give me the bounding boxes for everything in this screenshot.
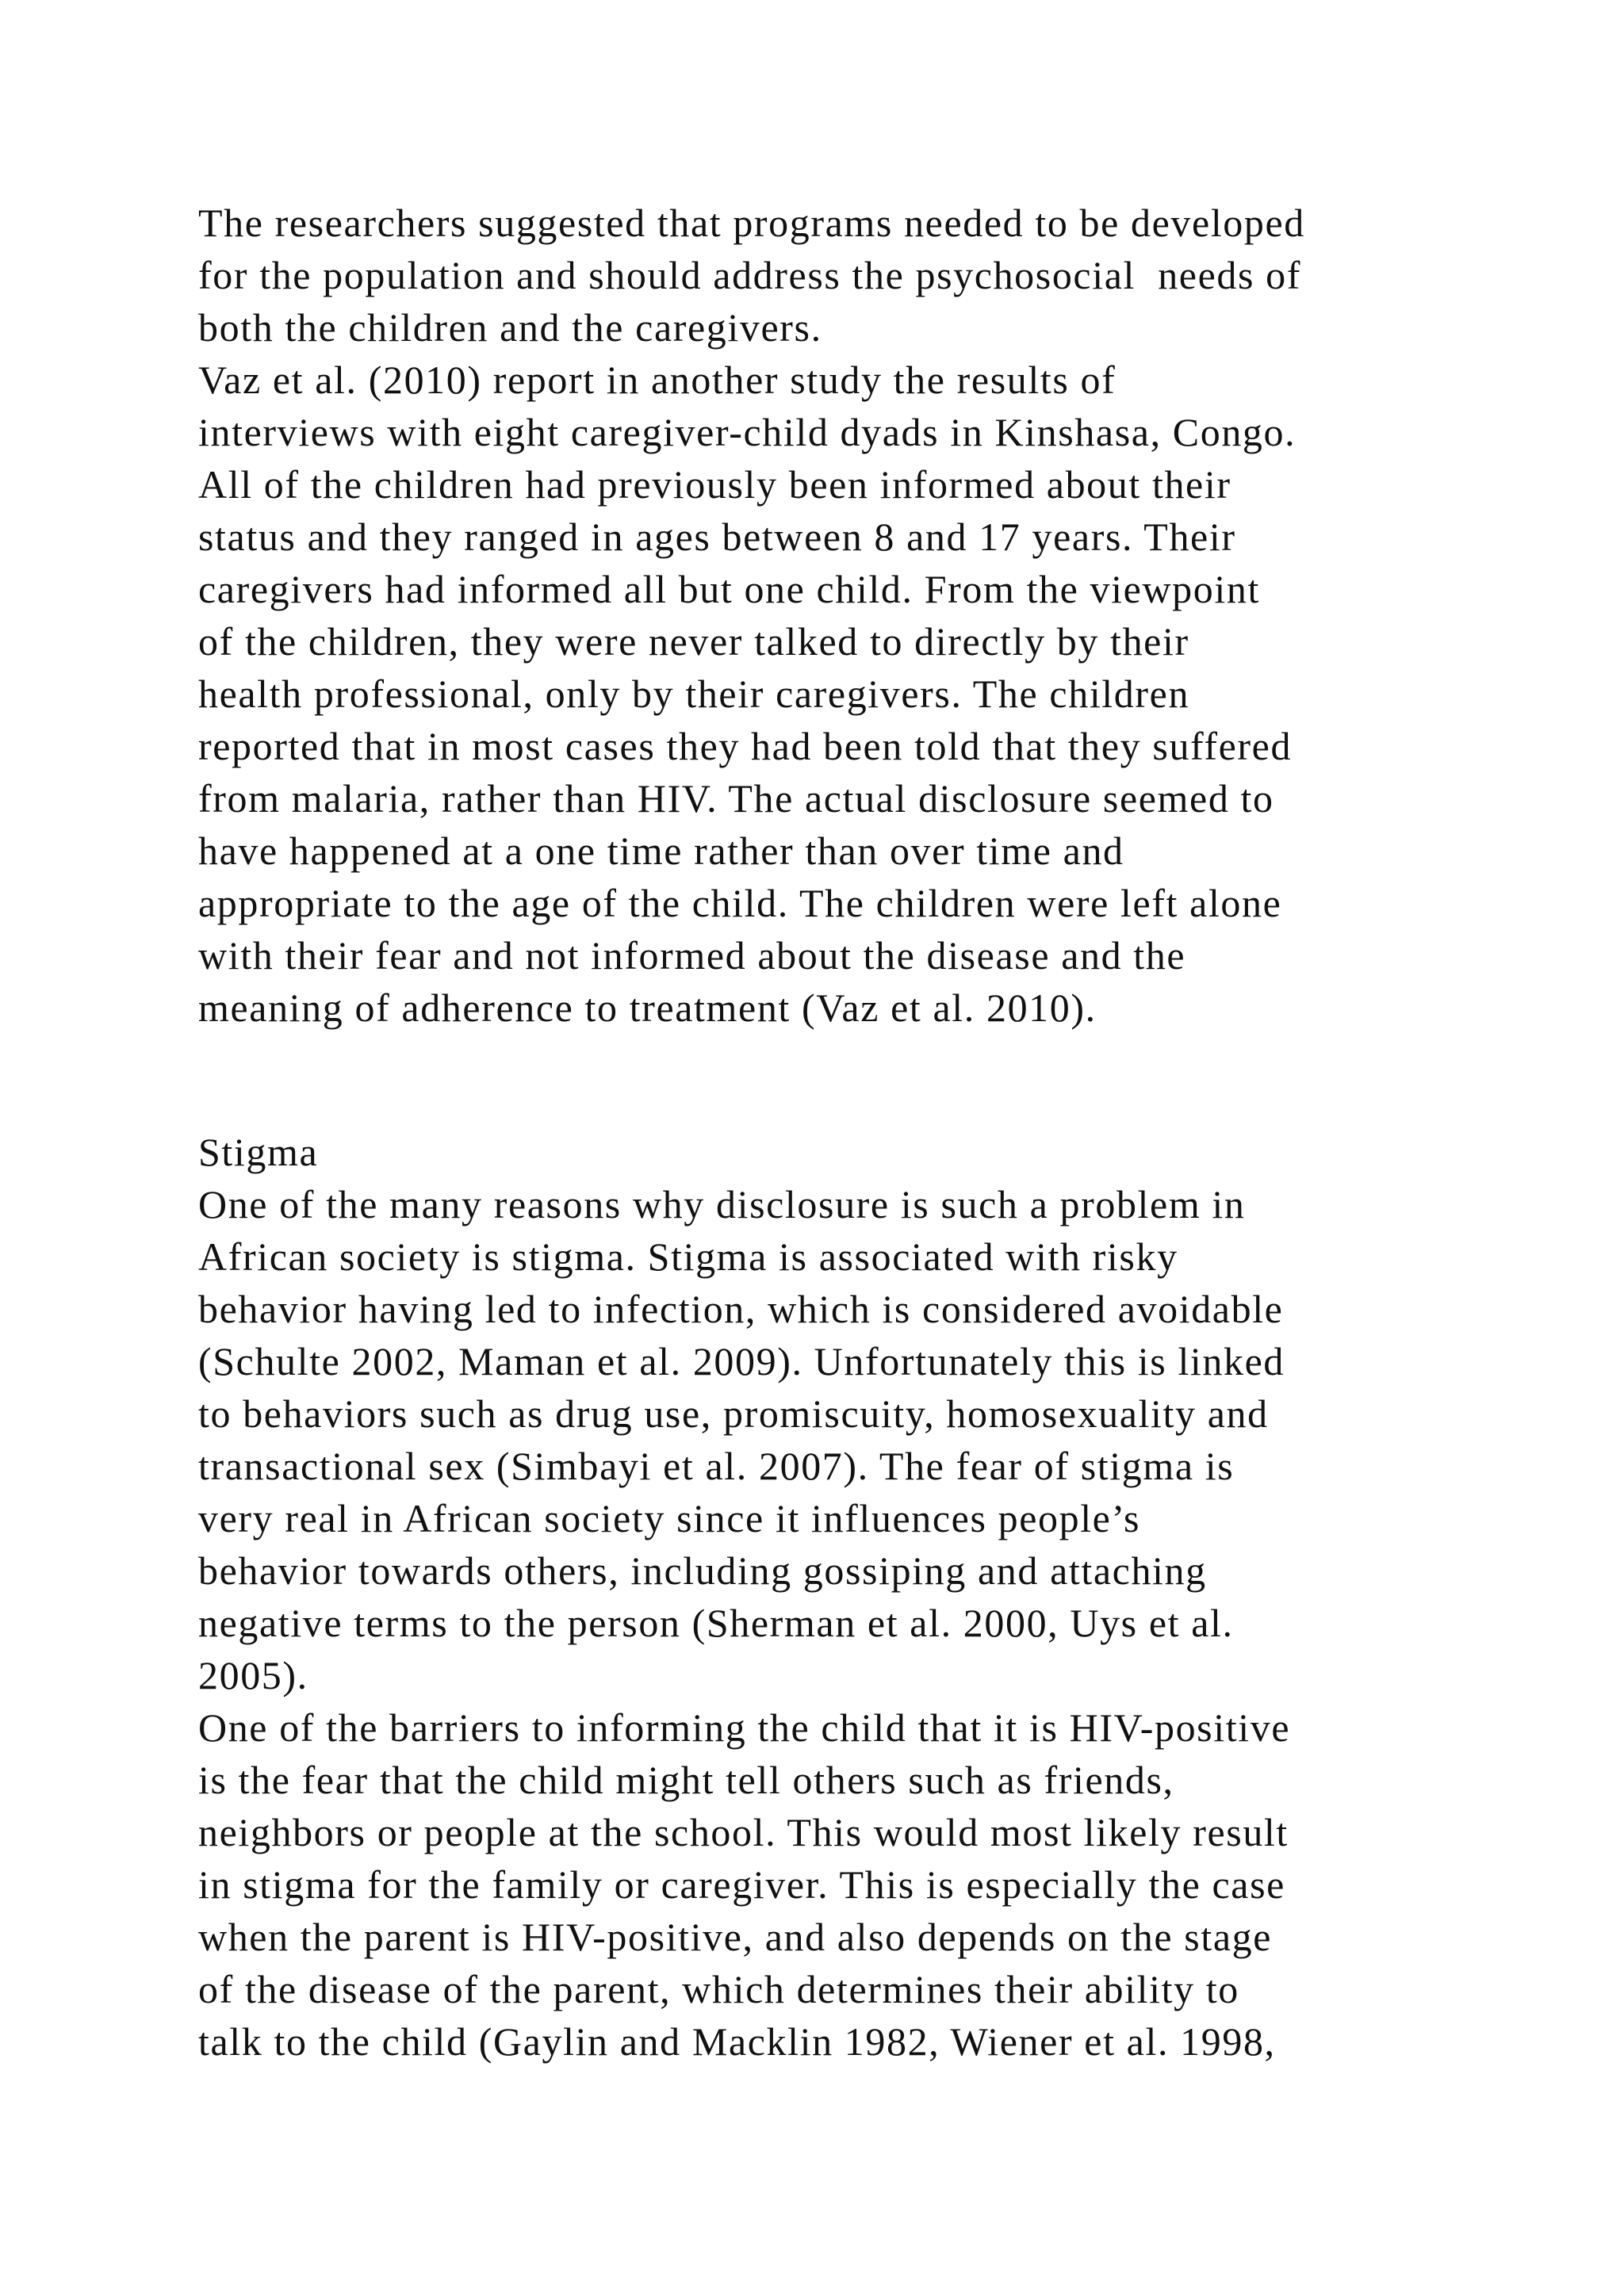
text-line: reported that in most cases they had been told that they suffered (198, 724, 1293, 768)
text-line: One of the barriers to informing the child that it is HIV-positive (198, 1705, 1291, 1750)
text-line: have happened at a one time rather than over time and (198, 828, 1124, 873)
text-line: with their fear and not informed about the disease and the (198, 933, 1186, 978)
paragraph-block-stigma (198, 1126, 1483, 2068)
text-line: negative terms to the person (Sherman et al. 2000, Uys et al. (198, 1601, 1234, 1645)
text-line: The researchers suggested that programs needed to be developed (198, 201, 1305, 245)
paragraph-block-disclosure (198, 197, 1483, 1034)
text-line: when the parent is HIV-positive, and also depends on the stage (198, 1915, 1273, 1959)
text-line: behavior having led to infection, which is considered avoidable (198, 1287, 1284, 1331)
text-line: appropriate to the age of the child. The children were left alone (198, 881, 1282, 925)
text-line: 2005). (198, 1653, 308, 1697)
text-line: both the children and the caregivers. (198, 305, 822, 350)
text-line: (Schulte 2002, Maman et al. 2009). Unfortunately this is linked (198, 1339, 1285, 1383)
text-line: Vaz et al. (2010) report in another study the results of (198, 358, 1116, 402)
text-line: to behaviors such as drug use, promiscuity, homosexuality and (198, 1391, 1269, 1436)
text-line: status and they ranged in ages between 8 and 17 years. Their (198, 515, 1236, 559)
text-line: One of the many reasons why disclosure is such a problem in (198, 1182, 1246, 1226)
text-line: health professional, only by their caregivers. The children (198, 672, 1190, 716)
text-line: interviews with eight caregiver-child dyads in Kinshasa, Congo. (198, 410, 1297, 454)
text-line: neighbors or people at the school. This would most likely result (198, 1810, 1289, 1854)
text-line: transactional sex (Simbayi et al. 2007). The fear of stigma is (198, 1444, 1235, 1488)
text-line: is the fear that the child might tell others such as friends, (198, 1758, 1174, 1802)
text-line: from malaria, rather than HIV. The actual disclosure seemed to (198, 776, 1274, 821)
text-line: very real in African society since it influences people’s (198, 1496, 1141, 1540)
text-line: behavior towards others, including gossiping and attaching (198, 1548, 1207, 1593)
text-line: talk to the child (Gaylin and Macklin 1982, Wiener et al. 1998, (198, 2019, 1276, 2064)
text-line: caregivers had informed all but one child. From the viewpoint (198, 567, 1260, 611)
text-line: of the children, they were never talked to directly by their (198, 619, 1189, 664)
section-heading-stigma: Stigma (198, 1130, 319, 1174)
text-line: in stigma for the family or caregiver. This is especially the case (198, 1862, 1285, 1907)
text-line: All of the children had previously been informed about their (198, 462, 1231, 507)
text-line: meaning of adherence to treatment (Vaz et al. 2010). (198, 985, 1097, 1030)
text-line: of the disease of the parent, which determines their ability to (198, 1967, 1239, 2011)
text-line: African society is stigma. Stigma is associated with risky (198, 1234, 1178, 1279)
text-line: for the population and should address the psychosocial needs of (198, 253, 1301, 297)
